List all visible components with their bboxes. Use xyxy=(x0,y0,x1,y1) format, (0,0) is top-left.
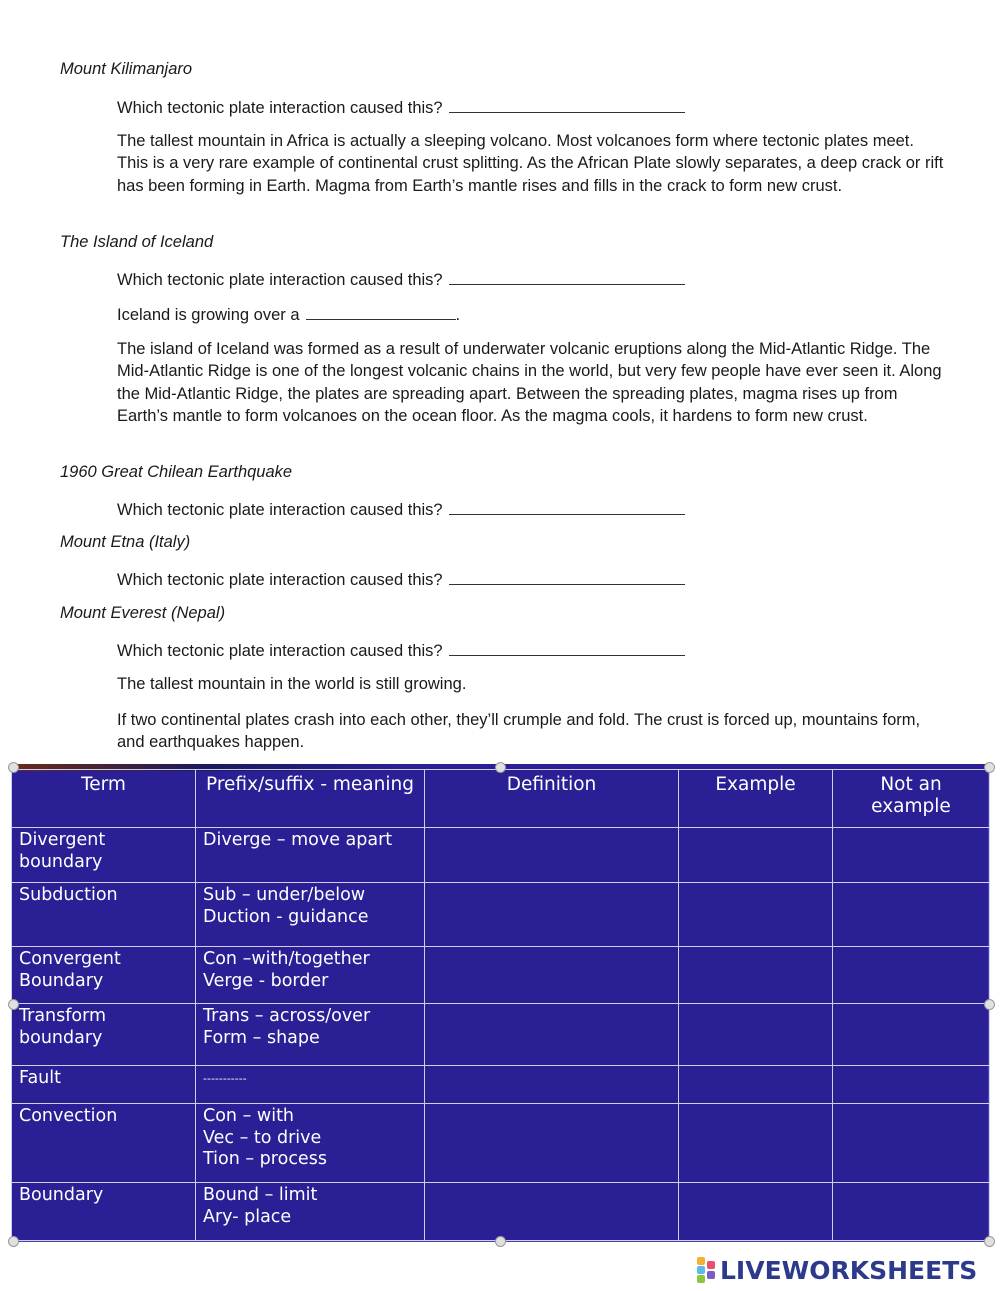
definition-cell[interactable] xyxy=(425,947,679,1004)
definition-cell[interactable] xyxy=(425,828,679,883)
heading-iceland: The Island of Iceland xyxy=(60,233,214,251)
answer-blank-everest[interactable] xyxy=(449,639,685,656)
resize-handle-middle-right[interactable] xyxy=(984,999,995,1010)
definition-cell[interactable] xyxy=(425,1104,679,1183)
meaning-cell: Diverge – move apart xyxy=(196,828,425,883)
term-cell: Convection xyxy=(12,1104,196,1183)
liveworksheets-logo xyxy=(697,1255,977,1285)
meaning-cell: Trans – across/over Form – shape xyxy=(196,1004,425,1066)
answer-blank-etna[interactable] xyxy=(449,568,685,585)
resize-handle-bottom-right[interactable] xyxy=(984,1236,995,1247)
example-cell[interactable] xyxy=(679,1183,833,1241)
not-example-cell[interactable] xyxy=(833,1066,990,1104)
meaning-cell: Con –with/together Verge - border xyxy=(196,947,425,1004)
question-kilimanjaro: Which tectonic plate interaction caused this? xyxy=(117,96,685,118)
logo-blocks-icon xyxy=(697,1257,717,1283)
vocabulary-table xyxy=(11,769,990,1241)
table-row xyxy=(12,1066,990,1104)
resize-handle-bottom-left[interactable] xyxy=(8,1236,19,1247)
not-example-cell[interactable] xyxy=(833,883,990,947)
meaning-cell: Con – with Vec – to drive Tion – process xyxy=(196,1104,425,1183)
resize-handle-top-center[interactable] xyxy=(495,762,506,773)
header-term: Term xyxy=(12,770,196,828)
meaning-cell: Sub – under/below Duction - guidance xyxy=(196,883,425,947)
resize-handle-bottom-center[interactable] xyxy=(495,1236,506,1247)
header-prefix-suffix: Prefix/suffix - meaning xyxy=(196,770,425,828)
paragraph-kilimanjaro: The tallest mountain in Africa is actually a sleeping volcano. Most volcanoes form where tectonic plates meet. This is a very rare example of continental crust splitting. As the African Plate slowly separates, a deep crack or rift has been forming in Earth. Magma from Earth’s mantle rises and fills in the crack to form new crust. xyxy=(117,132,944,195)
meaning-cell: Bound – limit Ary- place xyxy=(196,1183,425,1241)
definition-cell[interactable] xyxy=(425,1066,679,1104)
question-everest: Which tectonic plate interaction caused this? xyxy=(117,639,685,661)
example-cell[interactable] xyxy=(679,883,833,947)
definition-cell[interactable] xyxy=(425,883,679,947)
not-example-cell[interactable] xyxy=(833,947,990,1004)
resize-handle-top-left[interactable] xyxy=(8,762,19,773)
not-example-cell[interactable] xyxy=(833,828,990,883)
table-row xyxy=(12,883,990,947)
paragraph-iceland: The island of Iceland was formed as a result of underwater volcanic eruptions along the Mid-Atlantic Ridge. The Mid-Atlantic Ridge is one of the longest volcanic chains in the world, but very few people have ever seen it. Along the Mid-Atlantic Ridge, the plates are spreading apart. Between the spreading plates, magma rises up from Earth’s mantle to form volcanoes on the ocean floor. As the magma cools, it hardens to form new crust. xyxy=(117,340,942,425)
fill-iceland: Iceland is growing over a . xyxy=(117,303,460,325)
header-not-example: Not an example xyxy=(833,770,990,828)
table-row xyxy=(12,1104,990,1183)
line-everest: The tallest mountain in the world is still growing. xyxy=(117,675,467,693)
resize-handle-top-right[interactable] xyxy=(984,762,995,773)
heading-chilean-earthquake: 1960 Great Chilean Earthquake xyxy=(60,463,293,481)
resize-handle-middle-left[interactable] xyxy=(8,999,19,1010)
example-cell[interactable] xyxy=(679,1004,833,1066)
table-row xyxy=(12,828,990,883)
example-cell[interactable] xyxy=(679,1066,833,1104)
answer-blank-chilean-earthquake[interactable] xyxy=(449,498,685,515)
example-cell[interactable] xyxy=(679,947,833,1004)
table-row xyxy=(12,947,990,1004)
fill-blank-iceland[interactable] xyxy=(306,303,456,320)
header-definition: Definition xyxy=(425,770,679,828)
term-cell: Divergent boundary xyxy=(12,828,196,883)
heading-kilimanjaro: Mount Kilimanjaro xyxy=(60,60,193,78)
term-cell: Boundary xyxy=(12,1183,196,1241)
definition-cell[interactable] xyxy=(425,1183,679,1241)
term-cell: Transform boundary xyxy=(12,1004,196,1066)
not-example-cell[interactable] xyxy=(833,1004,990,1066)
paragraph-everest: If two continental plates crash into each other, they’ll crumple and fold. The crust is forced up, mountains form, and earthquakes happen. xyxy=(117,711,921,752)
question-chilean-earthquake: Which tectonic plate interaction caused this? xyxy=(117,498,685,520)
heading-etna: Mount Etna (Italy) xyxy=(60,533,191,551)
heading-everest: Mount Everest (Nepal) xyxy=(60,604,226,622)
answer-blank-iceland[interactable] xyxy=(449,268,685,285)
term-cell: Fault xyxy=(12,1066,196,1104)
definition-cell[interactable] xyxy=(425,1004,679,1066)
header-example: Example xyxy=(679,770,833,828)
meaning-cell: ----------- xyxy=(196,1066,425,1104)
term-cell: Convergent Boundary xyxy=(12,947,196,1004)
logo-text: LIVEWORKSHEETS xyxy=(720,1255,978,1285)
table-row xyxy=(12,1004,990,1066)
question-etna: Which tectonic plate interaction caused this? xyxy=(117,568,685,590)
question-iceland: Which tectonic plate interaction caused this? xyxy=(117,268,685,290)
example-cell[interactable] xyxy=(679,1104,833,1183)
table-header-row xyxy=(12,770,990,828)
example-cell[interactable] xyxy=(679,828,833,883)
table-row xyxy=(12,1183,990,1241)
not-example-cell[interactable] xyxy=(833,1104,990,1183)
not-example-cell[interactable] xyxy=(833,1183,990,1241)
term-cell: Subduction xyxy=(12,883,196,947)
answer-blank-kilimanjaro[interactable] xyxy=(449,96,685,113)
